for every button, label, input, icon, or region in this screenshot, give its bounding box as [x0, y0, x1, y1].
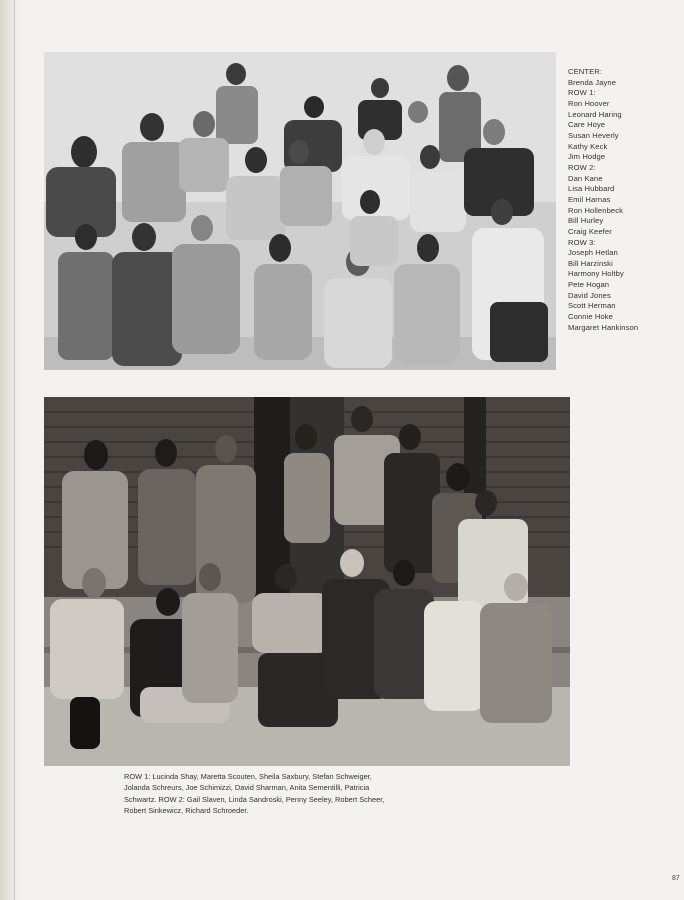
caption-name: Lisa Hubbard	[568, 184, 615, 194]
caption-name: Emil Harnas	[568, 194, 611, 204]
caption-name: Bill Hurley	[568, 216, 604, 226]
caption-name: Craig Keefer	[568, 226, 612, 236]
group-photo-bottom-image	[44, 397, 570, 766]
caption-name: Kathy Keck	[568, 141, 608, 151]
caption-line: ROW 1: Lucinda Shay, Maretta Scouten, Sheila Saxbury, Stefan Schweiger,	[124, 772, 372, 781]
row2-heading: ROW 2:	[568, 162, 596, 172]
caption-name: Pete Hogan	[568, 280, 610, 290]
top-photo-caption	[568, 67, 680, 333]
page-gutter	[0, 0, 22, 900]
caption-name: Leonard Haring	[568, 109, 622, 119]
group-photo-top	[44, 52, 556, 370]
caption-name: Harmony Holtby	[568, 269, 624, 279]
caption-name: Susan Heverly	[568, 130, 619, 140]
caption-name: Care Hoye	[568, 120, 606, 130]
caption-name: Ron Hoover	[568, 98, 610, 108]
binding-line	[14, 0, 15, 900]
row1-heading: ROW 1:	[568, 88, 596, 98]
caption-name: Ron Hollenbeck	[568, 205, 624, 215]
center-heading: CENTER:	[568, 67, 603, 76]
caption-name: Bill Harzinski	[568, 258, 613, 268]
page-number: 87	[672, 875, 680, 882]
row3-heading: ROW 3:	[568, 237, 596, 247]
group-photo-top-image	[44, 52, 556, 370]
caption-name: Joseph Hetlan	[568, 248, 618, 258]
caption-name: Connie Hoke	[568, 312, 614, 322]
group-photo-bottom	[44, 397, 570, 766]
bottom-photo-caption	[124, 771, 464, 817]
caption-name: Scott Herman	[568, 301, 616, 311]
caption-line: Jolanda Schreurs, Joe Schimizzi, David Sharman, Anita Sementilli, Patricia	[124, 783, 370, 793]
caption-name: Margaret Hankinson	[568, 322, 639, 332]
caption-name: David Jones	[568, 290, 611, 300]
caption-line: Schwartz. ROW 2: Gail Slaven, Linda Sandroski, Penny Seeley, Robert Scheer,	[124, 794, 385, 804]
caption-name: Jim Hodge	[568, 152, 606, 162]
caption-name: Dan Kane	[568, 173, 603, 183]
caption-name: Brenda Jayne	[568, 77, 617, 87]
caption-line: Robert Sinkewicz, Richard Schroeder.	[124, 806, 249, 816]
